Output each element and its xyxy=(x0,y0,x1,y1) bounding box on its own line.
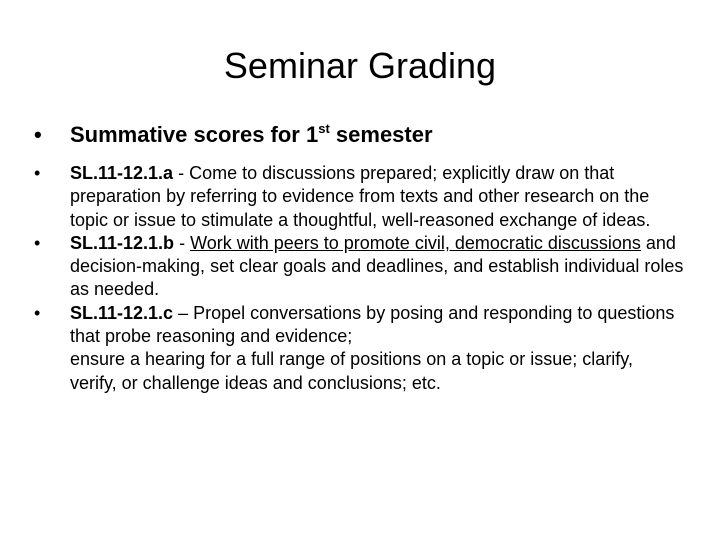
list-item xyxy=(34,232,684,302)
heading-superscript: st xyxy=(318,121,330,136)
bullet-marker: • xyxy=(34,302,41,323)
list-item-text xyxy=(70,302,684,395)
list-item-text xyxy=(70,162,684,232)
standard-description: Propel conversations by posing and responding to questions that probe reasoning and evidence; xyxy=(70,302,675,347)
list-item xyxy=(34,162,684,232)
heading-text xyxy=(70,120,433,150)
list-item-text xyxy=(70,232,684,302)
standard-code: SL.11-12.1.c xyxy=(70,302,174,323)
bullet-marker: • xyxy=(34,122,42,147)
standard-code: SL.11-12.1.b xyxy=(70,232,175,253)
separator: – xyxy=(173,302,194,323)
bullet-marker: • xyxy=(34,232,41,253)
standard-description: Come to discussions prepared; explicitly draw on that preparation by referring to evidence from texts and other research on the topic or issue to stimulate a thoughtful, well-reasoned exchange of ideas. xyxy=(70,163,651,230)
heading-bullet xyxy=(34,120,694,150)
separator: - xyxy=(173,163,190,183)
separator: - xyxy=(174,232,191,253)
heading-tail: semester xyxy=(329,122,433,147)
standard-description: and decision-making, set clear goals and deadlines, and establish individual roles as needed. xyxy=(70,232,684,300)
standards-list xyxy=(34,162,684,395)
bullet-marker: • xyxy=(34,163,41,183)
list-item xyxy=(34,302,684,395)
standard-code: SL.11-12.1.a xyxy=(70,163,174,183)
standard-description-continued: ensure a hearing for a full range of positions on a topic or issue; clarify, verify, or challenge ideas and conclusions; etc. xyxy=(70,349,633,393)
slide-title: Seminar Grading xyxy=(223,45,497,86)
underlined-phrase: Work with peers to promote civil, democratic discussions xyxy=(190,232,641,253)
heading-main: Summative scores for 1 xyxy=(70,122,319,147)
